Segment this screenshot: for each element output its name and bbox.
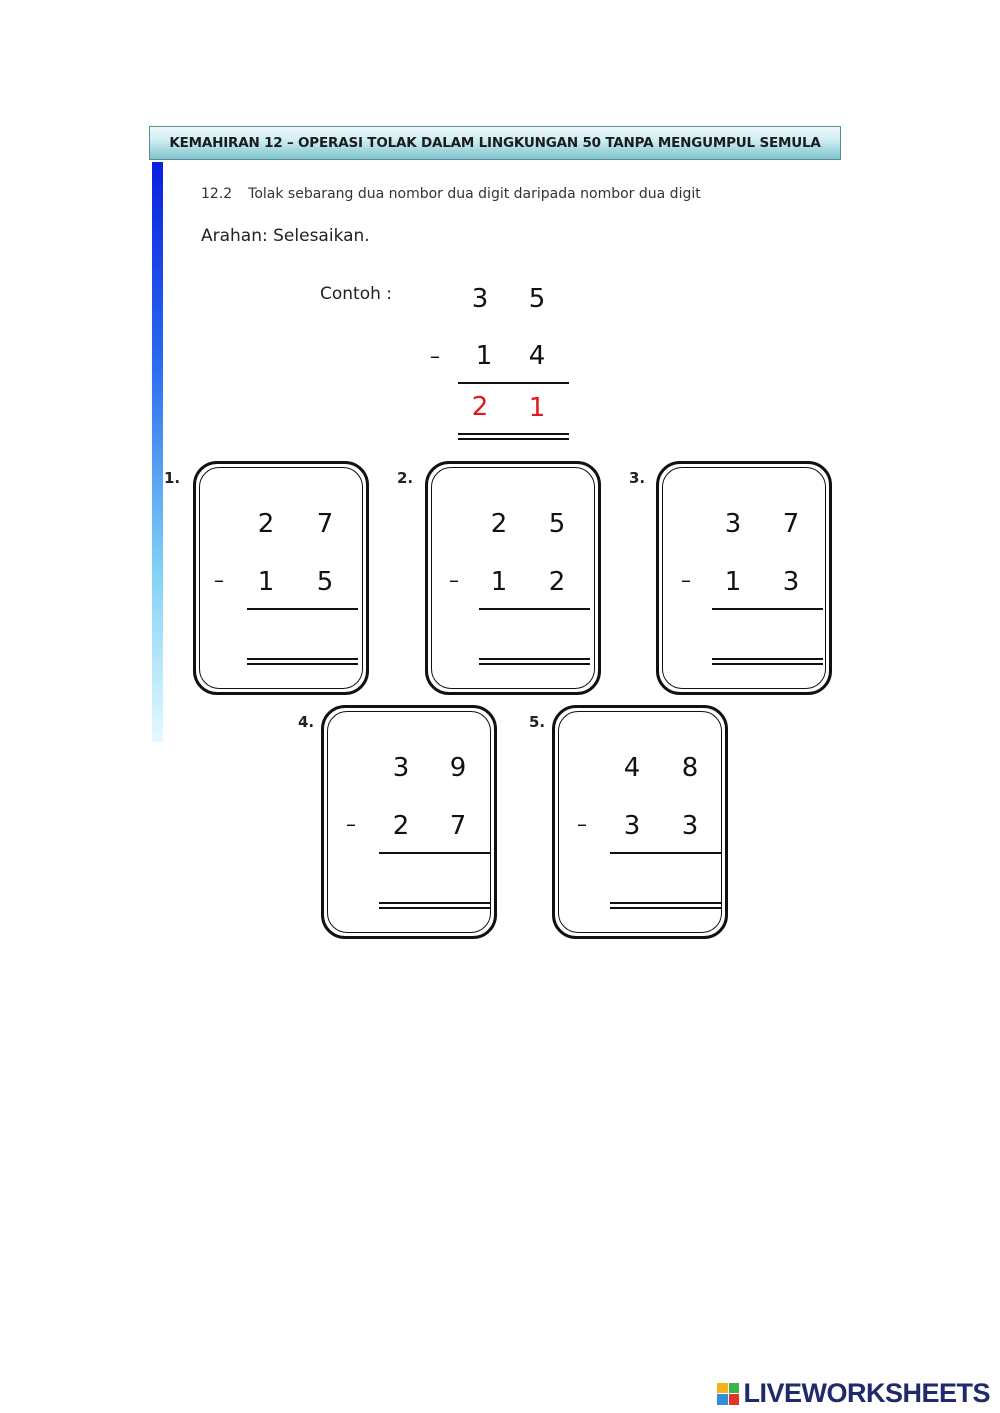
example-answer-ones: 1 [528,393,546,423]
subtitle [201,186,701,202]
answer-line-top [610,902,721,904]
question-number: 5. [529,713,546,731]
answer-line-top [712,658,823,660]
sum-line [610,852,721,854]
bottom-tens-digit: 1 [724,567,742,597]
minus-sign: – [449,568,459,592]
bottom-tens-digit: 3 [623,811,641,841]
bottom-ones-digit: 3 [782,567,800,597]
sum-line [712,608,823,610]
subtitle-text: Tolak sebarang dua nombor dua digit daripada nombor dua digit [248,186,701,202]
example-bottom-tens: 1 [475,341,493,371]
subtitle-number: 12.2 [201,186,233,202]
question-number: 4. [298,713,315,731]
question-card [193,461,369,695]
logo-square [729,1394,740,1405]
question-card [656,461,832,695]
logo-text: LIVEWORKSHEETS [743,1378,990,1408]
answer-line-bottom [247,663,358,665]
example-top-tens: 3 [471,284,489,314]
question-card [552,705,728,939]
top-tens-digit: 2 [490,509,508,539]
logo-square [717,1394,728,1405]
logo-square [717,1383,728,1394]
decorative-side-bar [152,162,163,742]
top-ones-digit: 7 [782,509,800,539]
bottom-tens-digit: 2 [392,811,410,841]
question-number: 1. [164,469,181,487]
answer-line-top [379,902,490,904]
bottom-tens-digit: 1 [490,567,508,597]
question-number: 3. [629,469,646,487]
minus-sign: – [214,568,224,592]
top-tens-digit: 3 [724,509,742,539]
bottom-ones-digit: 5 [316,567,334,597]
example-sum-line [458,382,569,384]
example-bottom-ones: 4 [528,341,546,371]
answer-line-top [247,658,358,660]
top-ones-digit: 9 [449,753,467,783]
answer-line-top [479,658,590,660]
answer-line-bottom [479,663,590,665]
header-title: KEMAHIRAN 12 – OPERASI TOLAK DALAM LINGKUNGAN 50 TANPA MENGUMPUL SEMULA [169,135,821,151]
example-answer-tens: 2 [471,392,489,422]
minus-sign: – [346,812,356,836]
sum-line [479,608,590,610]
example-minus-sign: – [430,344,440,368]
minus-sign: – [681,568,691,592]
bottom-ones-digit: 2 [548,567,566,597]
top-ones-digit: 8 [681,753,699,783]
sum-line [379,852,490,854]
top-tens-digit: 3 [392,753,410,783]
top-ones-digit: 7 [316,509,334,539]
minus-sign: – [577,812,587,836]
answer-line-bottom [610,907,721,909]
top-tens-digit: 2 [257,509,275,539]
answer-line-bottom [379,907,490,909]
question-card [425,461,601,695]
top-tens-digit: 4 [623,753,641,783]
example-double-line-top [458,433,569,435]
example-double-line-bottom [458,438,569,440]
example-top-ones: 5 [528,284,546,314]
bottom-ones-digit: 7 [449,811,467,841]
top-ones-digit: 5 [548,509,566,539]
instruction-text: Arahan: Selesaikan. [201,226,370,246]
question-number: 2. [397,469,414,487]
bottom-tens-digit: 1 [257,567,275,597]
liveworksheets-logo-icon [717,1383,739,1405]
liveworksheets-logo [717,1378,990,1409]
worksheet-header [149,126,841,160]
sum-line [247,608,358,610]
example-label: Contoh : [320,284,393,304]
answer-line-bottom [712,663,823,665]
logo-square [729,1383,740,1394]
bottom-ones-digit: 3 [681,811,699,841]
question-card [321,705,497,939]
